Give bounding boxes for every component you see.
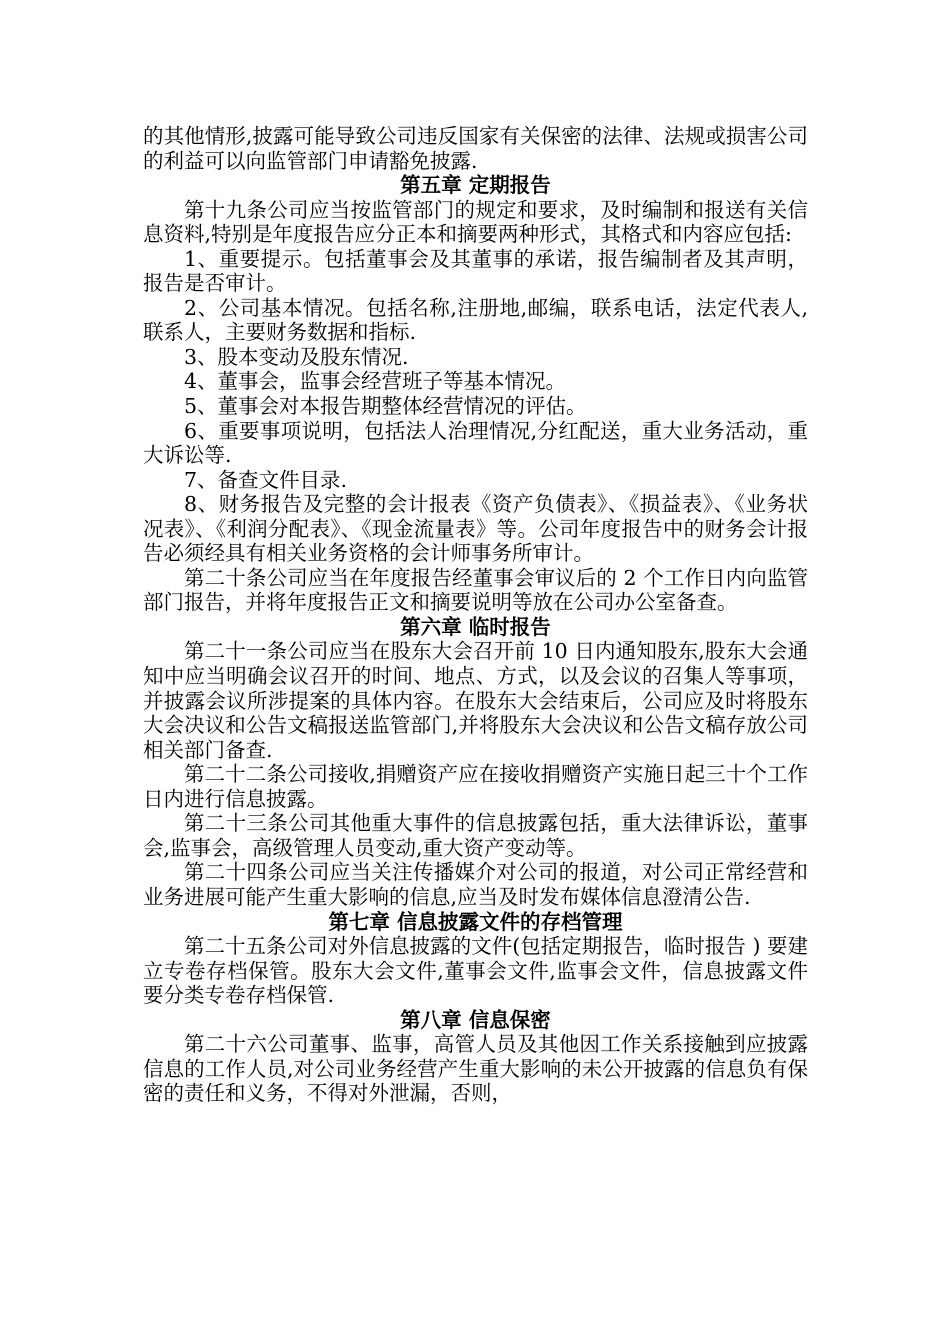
body-paragraph: 第二十三条公司其他重大事件的信息披露包括，重大法律诉讼，董事会,监事会，高级管理人员变动,重大资产变动等。 (143, 811, 808, 860)
body-paragraph: 第二十五条公司对外信息披露的文件(包括定期报告，临时报告 ) 要建立专卷存档保管。股东大会文件,董事会文件,监事会文件，信息披露文件要分类专卷存档保管. (143, 934, 808, 1008)
body-paragraph: 第十九条公司应当按监管部门的规定和要求，及时编制和报送有关信息资料,特别是年度报告应分正本和摘要两种形式，其格式和内容应包括: (143, 197, 808, 247)
chapter-heading: 第六章 临时报告 (400, 614, 551, 639)
chapter-heading: 第七章 信息披露文件的存档管理 (328, 909, 623, 934)
body-paragraph: 第二十二条公司接收,捐赠资产应在接收捐赠资产实施日起三十个工作日内进行信息披露。 (143, 762, 808, 811)
body-paragraph: 的其他情形,披露可能导致公司违反国家有关保密的法律、法规或损害公司的利益可以向监管部门申请豁免披露. (143, 124, 808, 173)
body-paragraph: 7、备查文件目录. (184, 467, 348, 492)
body-paragraph: 1、重要提示。包括董事会及其董事的承诺，报告编制者及其声明，报告是否审计。 (143, 246, 808, 296)
body-paragraph: 第二十六公司董事、监事，高管人员及其他因工作关系接触到应披露信息的工作人员,对公司业务经营产生重大影响的未公开披露的信息负有保密的责任和义务，不得对外泄漏，否则， (143, 1032, 808, 1106)
body-paragraph: 8、财务报告及完整的会计报表《资产负债表》、《损益表》、《业务状况表》、《利润分配表》、《现金流量表》等。公司年度报告中的财务会计报告必须经具有相关业务资格的会计师事务所审计。 (143, 492, 808, 566)
body-paragraph: 4、董事会，监事会经营班子等基本情况。 (184, 369, 567, 394)
body-paragraph: 第二十条公司应当在年度报告经董事会审议后的 2 个工作日内向监管部门报告，并将年度报告正文和摘要说明等放在公司办公室备查。 (143, 565, 808, 615)
document-page (143, 124, 808, 1106)
chapter-heading: 第五章 定期报告 (400, 173, 551, 198)
chapter-heading: 第八章 信息保密 (400, 1007, 551, 1032)
body-paragraph: 3、股本变动及股东情况. (184, 344, 409, 369)
body-paragraph: 第二十一条公司应当在股东大会召开前 10 日内通知股东,股东大会通知中应当明确会议召开的时间、地点、方式，以及会议的召集人等事项，并披露会议所涉提案的具体内容。在股东大会结束后，公司应及时将股东大会决议和公告文稿报送监管部门,并将股东大会决议和公告文稿存放公司相关部门备查. (143, 639, 808, 762)
body-paragraph: 第二十四条公司应当关注传播媒介对公司的报道，对公司正常经营和业务进展可能产生重大影响的信息,应当及时发布媒体信息澄清公告. (143, 860, 808, 909)
body-paragraph: 5、董事会对本报告期整体经营情况的评估。 (184, 394, 587, 419)
body-paragraph: 6、重要事项说明，包括法人治理情况,分红配送，重大业务活动，重大诉讼等. (143, 418, 808, 468)
body-paragraph: 2、公司基本情况。包括名称,注册地,邮编，联系电话，法定代表人,联系人，主要财务数据和指标. (143, 295, 808, 345)
